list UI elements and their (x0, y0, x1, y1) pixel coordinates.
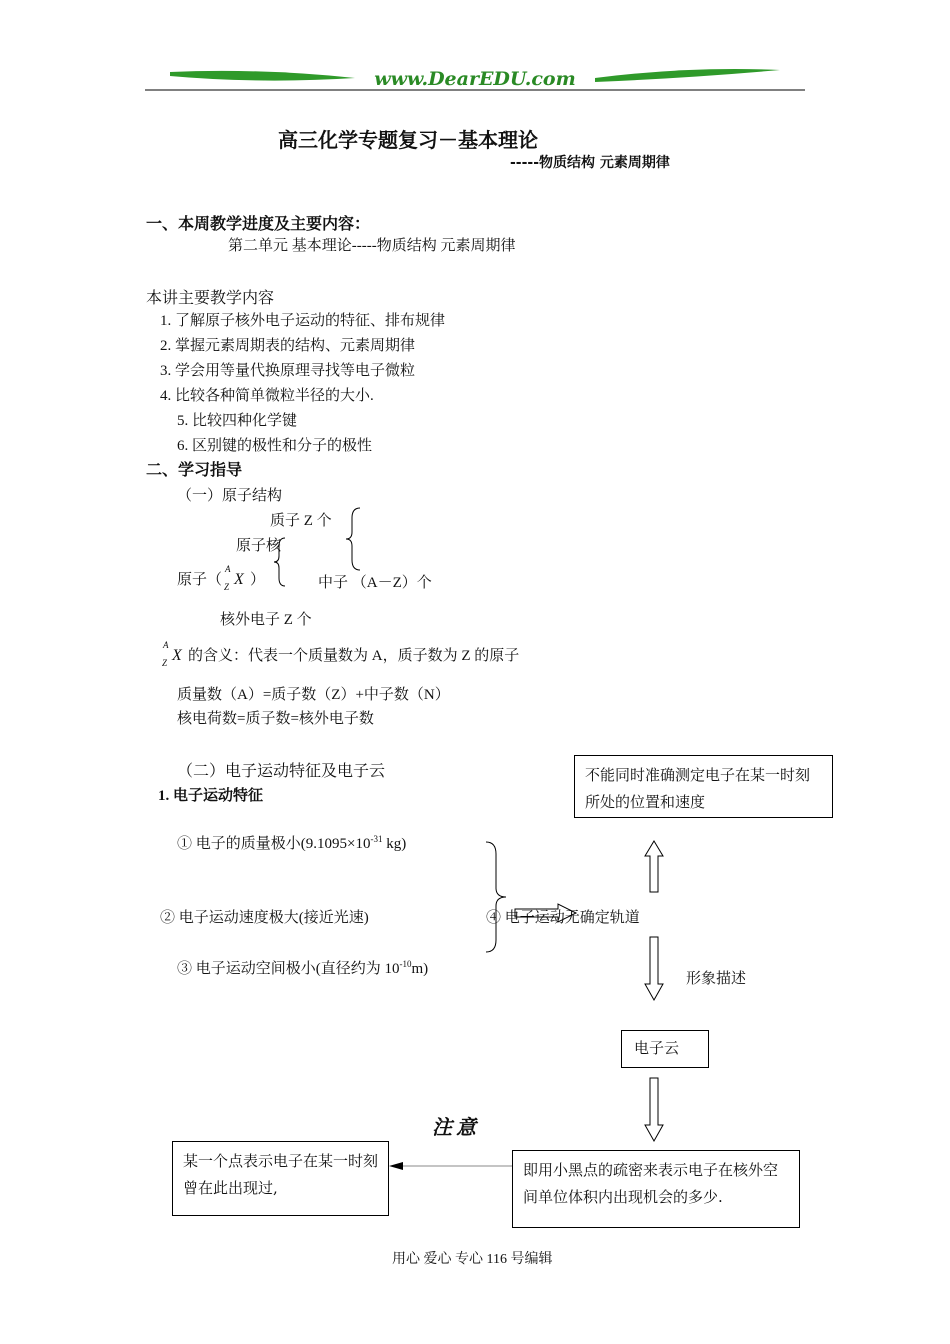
formula-mass-number: 质量数（A）=质子数（Z）+中子数（N） (177, 687, 450, 703)
electron-cloud-text: 电子云 (634, 1039, 680, 1057)
list-item: 6. 区别键的极性和分子的极性 (177, 438, 373, 454)
atom-notation (177, 563, 266, 592)
content-heading: 本讲主要教学内容 (146, 288, 275, 307)
formula-nuclear-charge: 核电荷数=质子数=核外电子数 (177, 711, 374, 727)
mass-number: A (225, 563, 231, 574)
feature-mass (177, 832, 406, 853)
feature-mass-unit: kg) (382, 836, 407, 852)
page-title: 高三化学专题复习－基本理论 (278, 128, 538, 152)
right-arrow-icon (514, 902, 578, 924)
element-symbol: X (234, 570, 244, 588)
neutron-label: 中子 （A－Z）个 (318, 575, 432, 591)
atomic-number: Z (224, 581, 230, 592)
feature-space-exponent: -10 (399, 959, 412, 969)
list-item: 3. 学会用等量代换原理寻找等电子微粒 (160, 363, 416, 379)
mass-number: A (163, 639, 169, 650)
feature-speed: ② 电子运动速度极大(接近光速) (160, 910, 369, 926)
logo-text: www.DearEDU.com (374, 68, 576, 90)
brace-icon (272, 536, 288, 588)
section1-heading: 一、本周教学进度及主要内容： (146, 214, 371, 233)
element-symbol: X (172, 646, 182, 664)
isotope-symbol (222, 563, 250, 592)
section2-heading: 二、学习指导 (146, 460, 243, 479)
brace-icon (344, 506, 364, 572)
isotope-symbol (160, 639, 188, 668)
unit-line: 第二单元 基本理论-----物质结构 元素周期律 (228, 238, 516, 254)
feature-mass-exponent: -31 (370, 834, 383, 844)
header-logo (140, 62, 810, 94)
brace-icon (484, 840, 508, 954)
point-meaning-text: 某一个点表示电子在某一时刻曾在此出现过, (183, 1152, 379, 1197)
electron-label: 核外电子 Z 个 (220, 612, 312, 628)
feature-space-unit: m) (411, 961, 429, 977)
page-footer: 用心 爱心 专心 116 号编辑 (392, 1252, 553, 1267)
meaning-text: 的含义：代表一个质量数为 A，质子数为 Z 的原子 (188, 648, 520, 664)
page-subtitle: -----物质结构 元素周期律 (510, 155, 670, 171)
down-arrow-icon (643, 1077, 665, 1143)
feature-space (177, 957, 428, 978)
proton-label: 质子 Z 个 (270, 513, 332, 529)
list-item: 4. 比较各种简单微粒半径的大小. (160, 388, 374, 404)
feature-orbit: ④ 电子运动无确定轨道 (486, 910, 640, 926)
atom-suffix: ） (250, 572, 266, 588)
note-heading: 注意 (432, 1117, 480, 1139)
atom-prefix: 原子（ (177, 572, 223, 588)
list-item: 2. 掌握元素周期表的结构、元素周期律 (160, 338, 416, 354)
subsection-electron-motion: 1. 电子运动特征 (158, 788, 264, 804)
logo-swoosh-right (595, 69, 780, 82)
dot-density-box (512, 1150, 800, 1228)
atomic-number: Z (162, 657, 168, 668)
up-arrow-icon (643, 840, 665, 894)
list-item: 1. 了解原子核外电子运动的特征、排布规律 (160, 313, 446, 329)
dot-density-text: 即用小黑点的疏密来表示电子在核外空间单位体积内出现机会的多少. (523, 1161, 779, 1206)
subsection-electron-cloud: （二）电子运动特征及电子云 (177, 761, 386, 780)
image-description-label: 形象描述 (686, 971, 747, 987)
subsection-atom-structure: （一）原子结构 (177, 488, 283, 504)
uncertainty-box (574, 755, 833, 818)
electron-cloud-box (621, 1030, 709, 1068)
left-arrow-icon (388, 1160, 516, 1172)
feature-mass-text: ① 电子的质量极小(9.1095×10 (177, 836, 371, 852)
logo-swoosh-left (170, 71, 355, 81)
point-meaning-box (172, 1141, 389, 1216)
uncertainty-text: 不能同时准确测定电子在某一时刻所处的位置和速度 (585, 766, 811, 811)
nucleus-label: 原子核 (236, 538, 282, 554)
list-item: 5. 比较四种化学键 (177, 413, 298, 429)
feature-space-text: ③ 电子运动空间极小(直径约为 10 (177, 961, 400, 977)
isotope-meaning (160, 639, 520, 668)
down-arrow-icon (643, 936, 665, 1002)
